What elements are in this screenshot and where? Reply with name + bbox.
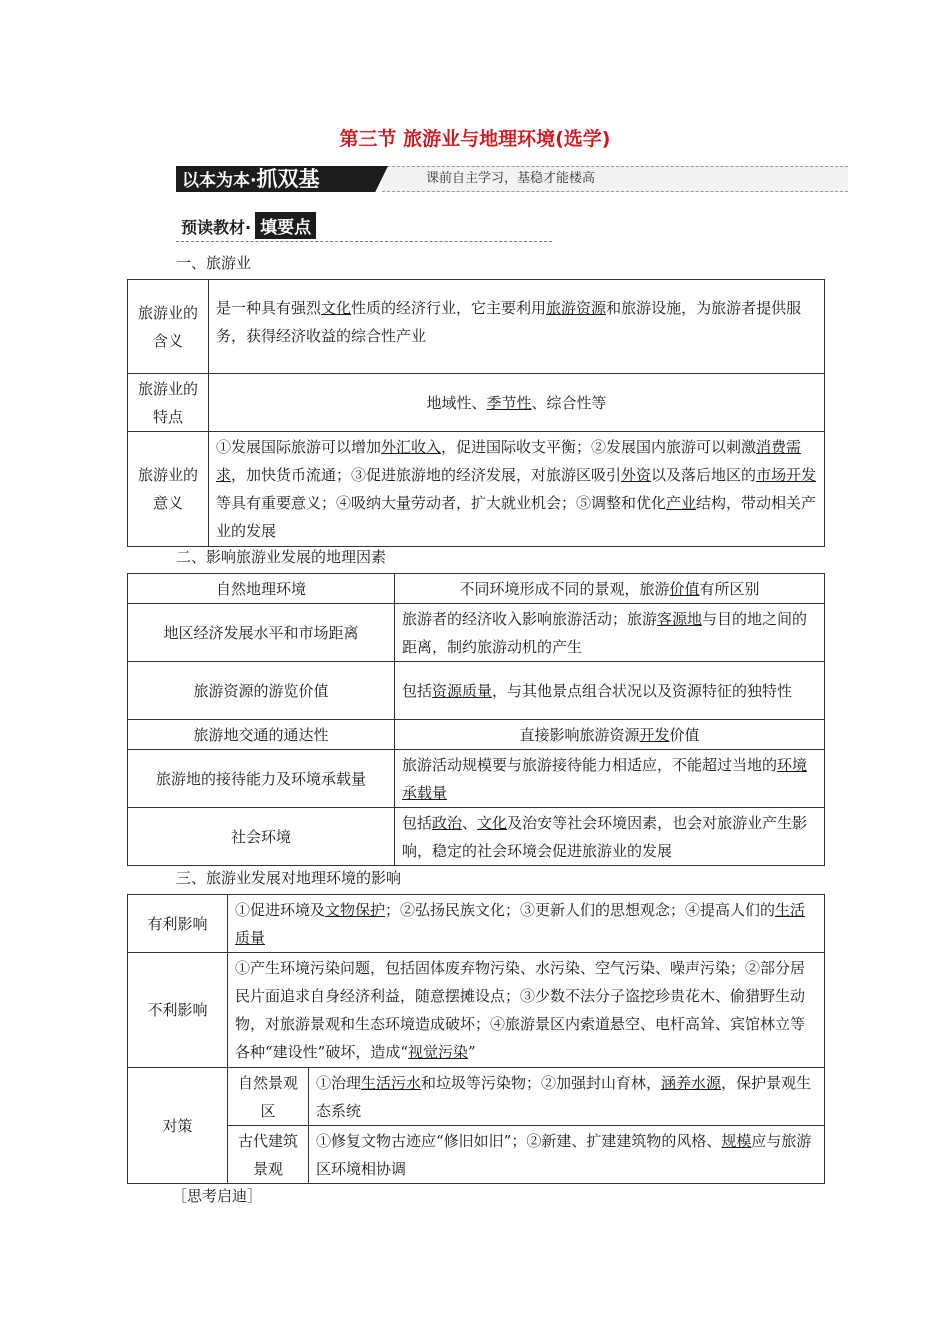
table3-label-natural-scenery: 自然景观区 — [228, 1068, 309, 1126]
table3-cell-positive: ①促进环境及文物保护；②弘扬民族文化；③更新人们的思想观念；④提高人们的生活质量 — [228, 895, 825, 953]
subhead-divider — [176, 241, 552, 242]
table2-label-social: 社会环境 — [128, 808, 395, 866]
table1-cell-meaning: 是一种具有强烈文化性质的经济行业，它主要利用旅游资源和旅游设施，为旅游者提供服务，获得经济收益的综合性产业 — [209, 280, 825, 374]
banner-label-strong: 抓双基 — [256, 167, 320, 191]
table1-label-meaning: 旅游业的含义 — [128, 280, 209, 374]
table2-label-transport: 旅游地交通的通达性 — [128, 720, 395, 750]
table3-cell-negative: ①产生环境污染问题，包括固体废弃物污染、水污染、空气污染、噪声污染；②部分居民片面追求自身经济利益，随意摆摊设点；③少数不法分子盗挖珍贵花木、偷猎野生动物，对旅游景观和生态环境造成破坏；④旅游景区内索道悬空、电杆高耸、宾馆林立等各种“建设性”破坏，造成“视觉污染” — [228, 953, 825, 1068]
table2-cell-economy: 旅游者的经济收入影响旅游活动；旅游客源地与目的地之间的距离，制约旅游动机的产生 — [395, 604, 825, 662]
table3-cell-natural-scenery: ①治理生活污水和垃圾等污染物；②加强封山育林，涵养水源，保护景观生态系统 — [309, 1068, 825, 1126]
table3-label-positive: 有利影响 — [128, 895, 228, 953]
section-subhead — [181, 212, 316, 239]
table2-cell-social: 包括政治、文化及治安等社会环境因素，也会对旅游业产生影响，稳定的社会环境会促进旅游业的发展 — [395, 808, 825, 866]
page-title: 第三节 旅游业与地理环境(选学) — [339, 128, 611, 150]
subhead-boxed: 填要点 — [255, 212, 316, 239]
subhead-prefix: 预读教材· — [181, 218, 252, 237]
think-heading: ［思考启迪］ — [172, 1187, 263, 1205]
table1-cell-significance: ①发展国际旅游可以增加外汇收入，促进国际收支平衡；②发展国内旅游可以刺激消费需求，加快货币流通；③促进旅游地的经济发展，对旅游区吸引外资以及落后地区的市场开发等具有重要意义；④吸纳大量劳动者，扩大就业机会；⑤调整和优化产业结构，带动相关产业的发展 — [209, 432, 825, 547]
table2-cell-resource: 包括资源质量，与其他景点组合状况以及资源特征的独特性 — [395, 662, 825, 720]
table2-label-capacity: 旅游地的接待能力及环境承载量 — [128, 750, 395, 808]
banner-label — [182, 166, 319, 192]
table2-cell-capacity: 旅游活动规模要与旅游接待能力相适应，不能超过当地的环境承载量 — [395, 750, 825, 808]
table3-cell-ancient-building: ①修复文物古迹应“修旧如旧”；②新建、扩建建筑物的风格、规模应与旅游区环境相协调 — [309, 1126, 825, 1184]
banner-label-main: 以本为本· — [182, 171, 257, 191]
section-heading-3: 三、旅游业发展对地理环境的影响 — [176, 869, 402, 887]
table2-label-resource: 旅游资源的游览价值 — [128, 662, 395, 720]
table1-label-significance: 旅游业的意义 — [128, 432, 209, 547]
table3-label-measures: 对策 — [128, 1068, 228, 1184]
table2-cell-natural: 不同环境形成不同的景观，旅游价值有所区别 — [395, 574, 825, 604]
factors-table — [127, 573, 825, 866]
impact-table — [127, 894, 825, 1184]
table1-label-features: 旅游业的特点 — [128, 374, 209, 432]
table2-cell-transport: 直接影响旅游资源开发价值 — [395, 720, 825, 750]
table1-cell-features: 地域性、季节性、综合性等 — [209, 374, 825, 432]
table3-label-ancient-building: 古代建筑景观 — [228, 1126, 309, 1184]
table2-label-economy: 地区经济发展水平和市场距离 — [128, 604, 395, 662]
table3-label-negative: 不利影响 — [128, 953, 228, 1068]
table2-label-natural: 自然地理环境 — [128, 574, 395, 604]
section-heading-2: 二、影响旅游业发展的地理因素 — [176, 548, 387, 566]
section-heading-1: 一、旅游业 — [176, 254, 252, 272]
banner-subtitle: 课前自主学习，基稳才能楼高 — [426, 171, 596, 186]
tourism-table — [127, 279, 825, 547]
